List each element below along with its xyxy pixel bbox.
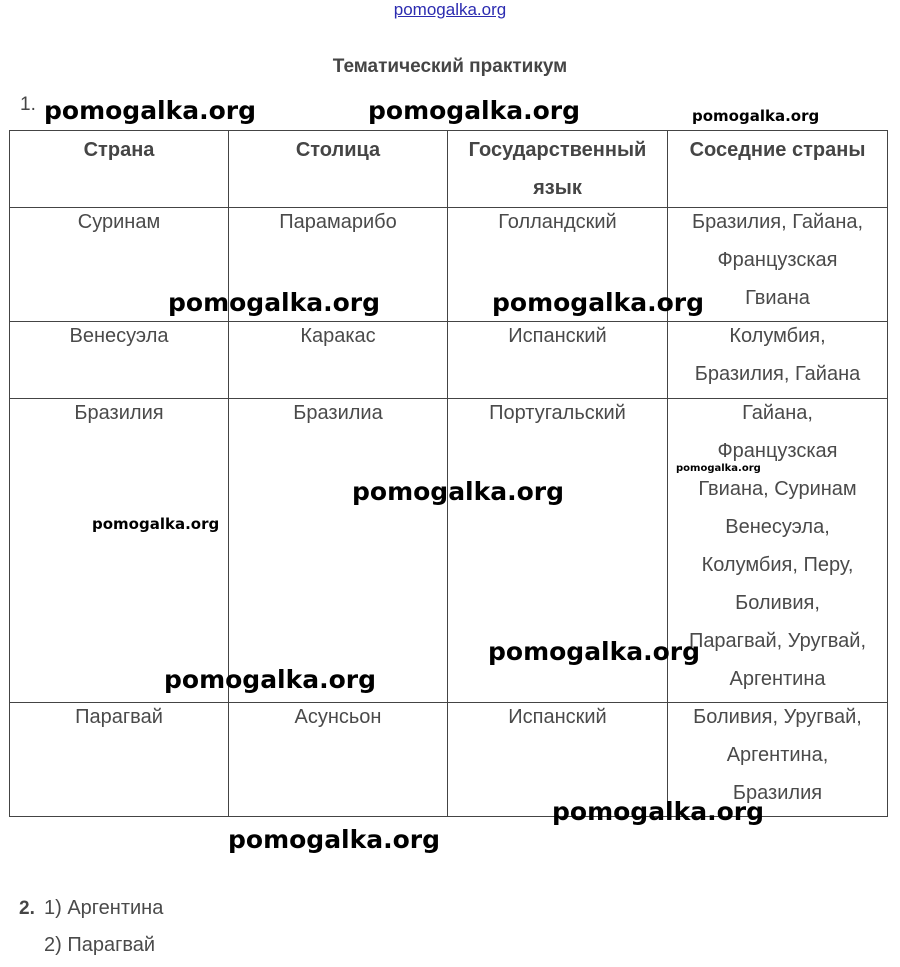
- watermark: pomogalka.org: [164, 665, 377, 694]
- table-header-row: [10, 131, 888, 208]
- cell-language: Испанский: [448, 703, 668, 817]
- table-row: [10, 322, 888, 399]
- watermark: pomogalka.org: [488, 637, 701, 666]
- cell-neighbors: Боливия, Уругвай, Аргентина, Бразилия: [668, 703, 888, 817]
- watermark: pomogalka.org: [168, 288, 381, 317]
- cell-country: Венесуэла: [10, 322, 229, 399]
- cell-country: Суринам: [10, 208, 229, 322]
- cell-capital: Бразилиа: [229, 399, 448, 703]
- cell-language: Голландский: [448, 208, 668, 322]
- cell-language: Португальский: [448, 399, 668, 703]
- answer-2: 2) Парагвай: [44, 934, 156, 956]
- cell-neighbors: Колумбия, Бразилия, Гайана: [668, 322, 888, 399]
- cell-country: Парагвай: [10, 703, 229, 817]
- cell-capital: Каракас: [229, 322, 448, 399]
- cell-neighbors: Бразилия, Гайана, Французская Гвиана: [668, 208, 888, 322]
- column-header: Государственный язык: [448, 131, 668, 208]
- cell-country: Бразилия: [10, 399, 229, 703]
- table-row: [10, 208, 888, 322]
- cell-capital: Асунсьон: [229, 703, 448, 817]
- item-1-number: 1.: [20, 94, 36, 115]
- item-2-number: 2.: [19, 898, 35, 919]
- watermark: pomogalka.org: [368, 96, 581, 125]
- watermark: pomogalka.org: [352, 477, 565, 506]
- cell-capital: Парамарибо: [229, 208, 448, 322]
- watermark: pomogalka.org: [676, 463, 761, 474]
- site-link[interactable]: pomogalka.org: [393, 0, 507, 19]
- answer-1: 1) Аргентина: [44, 897, 164, 919]
- watermark: pomogalka.org: [44, 96, 257, 125]
- column-header: Столица: [229, 131, 448, 208]
- cell-language: Испанский: [448, 322, 668, 399]
- watermark: pomogalka.org: [228, 825, 441, 854]
- watermark: pomogalka.org: [492, 288, 705, 317]
- page-title: Тематический практикум: [332, 56, 568, 77]
- cell-neighbors: Гайана, Французская Гвиана, Суринам Венесуэла, Колумбия, Перу, Боливия, Парагвай, Уругвай, Аргентина: [668, 399, 888, 703]
- watermark: pomogalka.org: [692, 107, 820, 125]
- table-row: [10, 399, 888, 703]
- watermark: pomogalka.org: [552, 797, 765, 826]
- column-header: Страна: [10, 131, 229, 208]
- column-header: Соседние страны: [668, 131, 888, 208]
- watermark: pomogalka.org: [92, 515, 220, 533]
